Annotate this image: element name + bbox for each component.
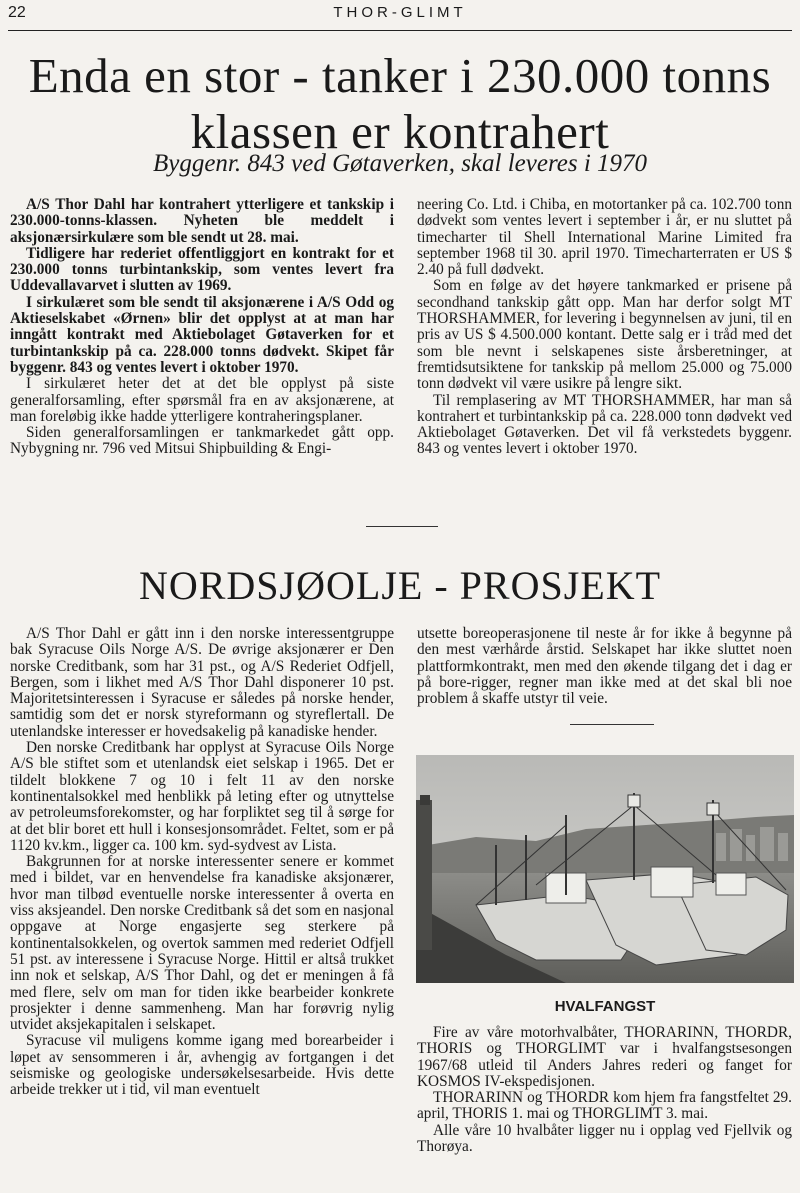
- paragraph: THORARINN og THORDR kom hjem fra fangstfeltet 29. april, THORIS 1. mai og THORGLIMT 3. mai.: [417, 1089, 792, 1123]
- article2-left-column: [10, 626, 394, 1099]
- magazine-title: THOR-GLIMT: [333, 4, 467, 21]
- paragraph: Bakgrunnen for at norske interessenter senere er kommet med i bildet, var en henvendelse fra kanadiske aksjonærer, hvor man tilbød eventuelle norske interessenter å overta en viss aksjeandel. Den norske Creditbank så det som en nasjonal oppgave at Norge engasjerte seg sterkere på kontinentalsokkelen, og overtok sammen med rederiet Odfjell 51 pst. av interessene i Syracuse Norge. Hittil er altså trukket inn nok et selskap, A/S Thor Dahl, og det er meningen å få med flere, selv om man for tiden ikke bearbeider konkrete prosjekter i denne sammenheng. Man har forøvrig nylig utvidet aksjekapitalen i selskapet.: [10, 853, 394, 1034]
- paragraph: Tidligere har rederiet offentliggjort en kontrakt for et 230.000 tonns turbintankskip, som ventes levert fra Uddevallavarvet i slutten av 1969.: [10, 244, 394, 295]
- section-divider: [570, 724, 654, 725]
- paragraph: Den norske Creditbank har opplyst at Syracuse Oils Norge A/S ble stiftet som et utenlandsk eiet selskap i 1965. Det er tildelt blokkene 7 og 10 i felt 11 av den norske kontinentalsokkel med henblikk på leting efter og utnyttelse av petroleumsforekomster, og har forpliktet seg til å sørge for at det blir boret ett hull i konsesjonsområdet. Feltet, som er på 1120 kv.km., ligger ca. 100 km. syd-sydvest av Lista.: [10, 739, 394, 854]
- paragraph: Fire av våre motorhvalbåter, THORARINN, THORDR, THORIS og THORGLIMT var i hvalfangstsesongen 1967/68 utleid til Anders Jahres rederi og fanget for KOSMOS IV-ekspedisjonen.: [417, 1024, 792, 1090]
- article1-left-column: [10, 197, 394, 458]
- headline-line-2: klassen er kontrahert: [190, 104, 610, 159]
- paragraph: Til remplasering av MT THORSHAMMER, har man så kontrahert et turbintankskip på ca. 228.000 tonn dødvekt ved Aktiebolaget Gøtaverken. Det vil få verkstedets byggenr. 843 og ventes levert i oktober 1970.: [417, 391, 792, 458]
- paragraph: I sirkulæret som ble sendt til aksjonærene i A/S Odd og Aktieselskabet «Ørnen» blir det opplyst at at man har inngått kontrakt med Aktiebolaget Gøtaverken for et turbintankskip på ca. 228.000 tonns dødvekt. Skipet får byggenr. 843 og ventes levert i oktober 1970.: [10, 293, 394, 376]
- article1-headline: [0, 48, 800, 160]
- paragraph: I sirkulæret heter det at det ble opplyst på siste generalforsamling, efter spørsmål fra en av aksjonærene, at man foreløbig ikke hadde ytterligere kontraheringsplaner.: [10, 375, 394, 425]
- page-number: 22: [8, 4, 26, 21]
- article1-right-column: [417, 197, 792, 458]
- paragraph: Siden generalforsamlingen er tankmarkedet gått opp. Nybygning nr. 796 ved Mitsui Shipbuilding & Engi-: [10, 424, 394, 458]
- paragraph: A/S Thor Dahl har kontrahert ytterligere et tankskip i 230.000-tonns-klassen. Nyheten ble meddelt i aksjonærsirkulære som ble sendt ut 28. mai.: [10, 196, 394, 246]
- paragraph: Alle våre 10 hvalbåter ligger nu i opplag ved Fjellvik og Thorøya.: [417, 1121, 792, 1156]
- paragraph: neering Co. Ltd. i Chiba, en motortanker på ca. 102.700 tonn dødvekt som ventes levert i september i år, er nu sluttet på timecharter til Shell International Marine Limited fra september 1968 til 30. april 1970. Timecharterraten er US $ 2.40 på full dødvekt.: [417, 196, 792, 279]
- page-header: [8, 4, 792, 31]
- section-divider: [366, 526, 438, 527]
- article2-right-column: [417, 626, 792, 707]
- harbor-photo-image: [416, 755, 794, 983]
- headline-line-1: Enda en stor - tanker i 230.000 tonns: [28, 48, 772, 103]
- article2-headline: NORDSJØOLJE - PROSJEKT: [138, 563, 662, 608]
- article3-title: HVALFANGST: [554, 998, 656, 1015]
- paragraph: Som en følge av det høyere tankmarked er prisene på secondhand tankskip gått opp. Man har derfor solgt MT THORSHAMMER, for levering i begynnelsen av juni, til en pris av US $ 4.500.000 kontant. Dette salg er i tråd med det som ble nevnt i selskapenes siste årsberetninger, at fremtidsutsiktene for tankskip på mellom 25.000 og 75.000 tonn dødvekt vil være usikre på lengre sikt.: [417, 277, 792, 393]
- paragraph: Syracuse vil muligens komme igang med borearbeider i løpet av sensommeren i år, avhengig av fortgangen i det seismiske og geologiske undersøkelsesarbeide. Hvis dette arbeide trekker ut i tid, vil man eventuelt: [10, 1032, 394, 1099]
- whale-boats-photo: [416, 755, 794, 983]
- article3-body: [417, 1025, 792, 1155]
- article1-subheadline: Byggenr. 843 ved Gøtaverken, skal leveres i 1970: [152, 150, 648, 177]
- paragraph: utsette boreoperasjonene til neste år for ikke å begynne på den mest værhårde årstid. Selskapet har ikke sluttet noen plattformkontrakt, men med den økende tilgang det i dag er på bore-rigger, regner man ikke med at det skal bli noe problem å skaffe utstyr til veie.: [417, 625, 792, 708]
- paragraph: A/S Thor Dahl er gått inn i den norske interessentgruppe bak Syracuse Oils Norge A/S. De øvrige aksjonærer er Den norske Creditbank, som har 31 pst., og A/S Rederiet Odfjell, Bergen, som i likhet med A/S Thor Dahl disponerer 10 pst. Majoritetsinteressen i Syracuse er således på norske hender, samtidig som det er norsk styreformann og styreflertall. De utenlandske interesser er hovedsakelig på kanadiske hender.: [10, 625, 394, 740]
